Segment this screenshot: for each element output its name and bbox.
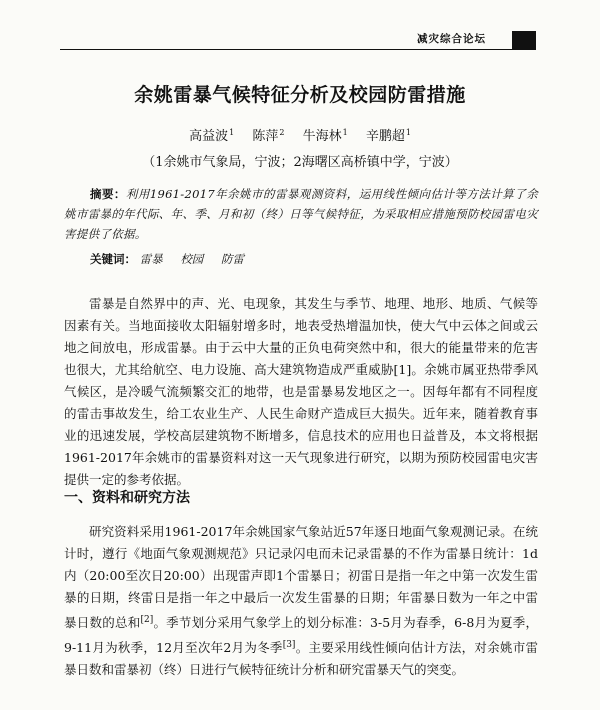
citation: [3] <box>282 640 296 651</box>
keyword: 校园 <box>180 252 204 266</box>
citation: [2] <box>140 615 154 625</box>
section-heading: 一、资料和研究方法 <box>64 490 190 506</box>
keywords-label: 关键词： <box>90 252 136 266</box>
author: 陈萍$^2$ <box>252 127 285 144</box>
keywords <box>90 251 258 267</box>
keyword: 防雷 <box>220 252 244 266</box>
author: 牛海林$^1$ <box>302 127 348 144</box>
header-rule <box>60 49 536 50</box>
author: 辛鹏超$^1$ <box>365 127 411 144</box>
paper-title: 余姚雷暴气候特征分析及校园防雷措施 <box>134 84 466 106</box>
methods-paragraph: 研究资料采用1961-2017年余姚国家气象站近57年逐日地面气象观测记录。在统计时，遵行《地面气象观测规范》只记录闪电而未记录雷暴的不作为雷暴日统计：1d内（20:00至次日20:00）出现雷声即1个雷暴日；初雷日是指一年之中第一次发生雷暴的日期，终雷日是指一年之中最后一次发生雷暴的日期；年雷暴日数为一年之中雷暴日数的总和[2]。季节划分采用气象学上的划分标准：3-5月为春季，6-8月为夏季，9-11月为秋季，12月至次年2月为冬季[3]。主要采用线性倾向估计方法，对余姚市雷暴日数和雷暴初（终）日进行气候特征统计分析和研究雷暴天气的突变。 <box>64 524 538 678</box>
author-list <box>0 125 600 144</box>
journal-header: 减灾综合论坛 <box>417 33 486 45</box>
affiliation: （1余姚市气象局，宁波；2海曙区高桥镇中学，宁波） <box>142 155 458 170</box>
keyword: 雷暴 <box>139 252 163 266</box>
abstract-text: 利用1961-2017年余姚市的雷暴观测资料，运用线性倾向估计等方法计算了余姚市雷暴的年代际、年、季、月和初（终）日等气候特征，为采取相应措施预防校园雷电灾害提供了依据。 <box>64 187 538 241</box>
author: 高益波$^1$ <box>189 127 235 144</box>
abstract-label: 摘要： <box>90 187 126 201</box>
header-block-decoration <box>512 31 536 49</box>
intro-paragraph: 雷暴是自然界中的声、光、电现象，其发生与季节、地理、地形、地质、气候等因素有关。当地面接收太阳辐射增多时，地表受热增温加快，使大气中云体之间或云地之间放电，形成雷暴。由于云中大量的正负电荷突然中和，很大的能量带来的危害也很大，尤其给航空、电力设施、高大建筑物造成严重威胁[1]。余姚市属亚热带季风气候区，是冷暖气流频繁交汇的地带，也是雷暴易发地区之一。因每年都有不同程度的雷击事故发生，给工农业生产、人民生命财产造成巨大损失。近年来，随着教育事业的迅速发展，学校高层建筑物不断增多，信息技术的应用也日益普及，本文将根据1961-2017年余姚市的雷暴资料对这一天气现象进行研究，以期为预防校园雷电灾害提供一定的参考依据。 <box>64 296 538 487</box>
abstract <box>64 184 538 244</box>
